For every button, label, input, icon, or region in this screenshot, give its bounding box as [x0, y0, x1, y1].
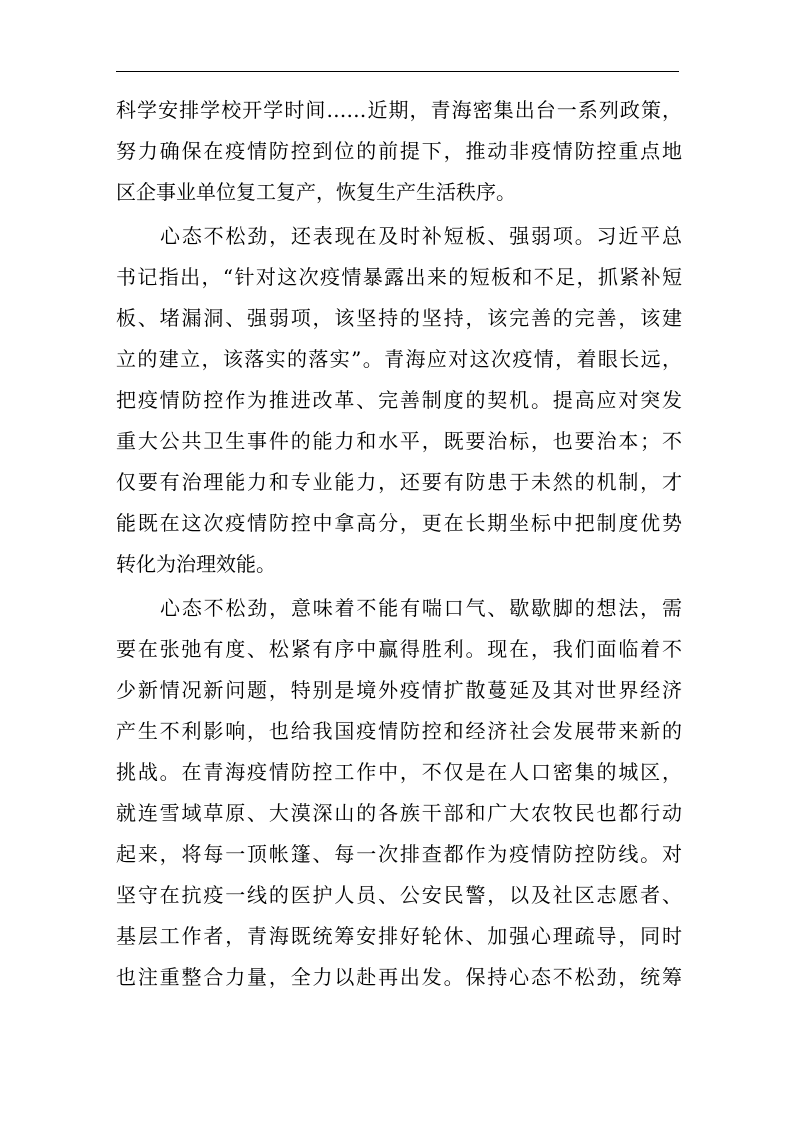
paragraph-line: 仅要有治理能力和专业能力，还要有防患于未然的机制，才: [116, 470, 682, 494]
paragraph-line: 产生不利影响，也给我国疫情防控和经济社会发展带来新的: [116, 719, 682, 743]
document-body: [116, 90, 682, 998]
paragraph-line: 把疫情防控作为推进改革、完善制度的契机。提高应对突发: [116, 388, 682, 412]
paragraph-line: 书记指出，“针对这次疫情暴露出来的短板和不足，抓紧补短: [116, 265, 682, 289]
paragraph-line: 挑战。在青海疫情防控工作中，不仅是在人口密集的城区，: [116, 760, 682, 784]
paragraph-line: 板、堵漏洞、强弱项，该坚持的坚持，该完善的完善，该建: [116, 306, 682, 330]
paragraph-line: 要在张弛有度、松紧有序中赢得胜利。现在，我们面临着不: [116, 637, 682, 661]
paragraph-2: [116, 216, 682, 585]
paragraph-line: 少新情况新问题，特别是境外疫情扩散蔓延及其对世界经济: [116, 678, 682, 702]
paragraph-line: 也注重整合力量，全力以赴再出发。保持心态不松劲，统筹: [116, 965, 682, 989]
header-rule: [116, 71, 679, 72]
paragraph-line: 区企事业单位复工复产，恢复生产生活秩序。: [116, 180, 516, 204]
paragraph-line: 心态不松劲，意味着不能有喘口气、歇歇脚的想法，需: [160, 596, 682, 620]
paragraph-line: 重大公共卫生事件的能力和水平，既要治标，也要治本；不: [116, 429, 682, 453]
paragraph-line: 转化为治理效能。: [116, 552, 276, 576]
paragraph-line: 努力确保在疫情防控到位的前提下，推动非疫情防控重点地: [116, 139, 682, 163]
paragraph-line: 基层工作者，青海既统筹安排好轮休、加强心理疏导，同时: [116, 924, 682, 948]
paragraph-line: 起来，将每一顶帐篷、每一次排查都作为疫情防控防线。对: [116, 842, 682, 866]
paragraph-3: [116, 588, 682, 998]
paragraph-line: 立的建立，该落实的落实”。青海应对这次疫情，着眼长远，: [116, 347, 682, 371]
paragraph-line: 科学安排学校开学时间……近期，青海密集出台一系列政策，: [116, 98, 682, 122]
paragraph-line: 就连雪域草原、大漠深山的各族干部和广大农牧民也都行动: [116, 801, 682, 825]
paragraph-line: 能既在这次疫情防控中拿高分，更在长期坐标中把制度优势: [116, 511, 682, 535]
paragraph-1: [116, 90, 682, 213]
paragraph-line: 心态不松劲，还表现在及时补短板、强弱项。习近平总: [160, 224, 682, 248]
paragraph-line: 坚守在抗疫一线的医护人员、公安民警，以及社区志愿者、: [116, 883, 682, 907]
